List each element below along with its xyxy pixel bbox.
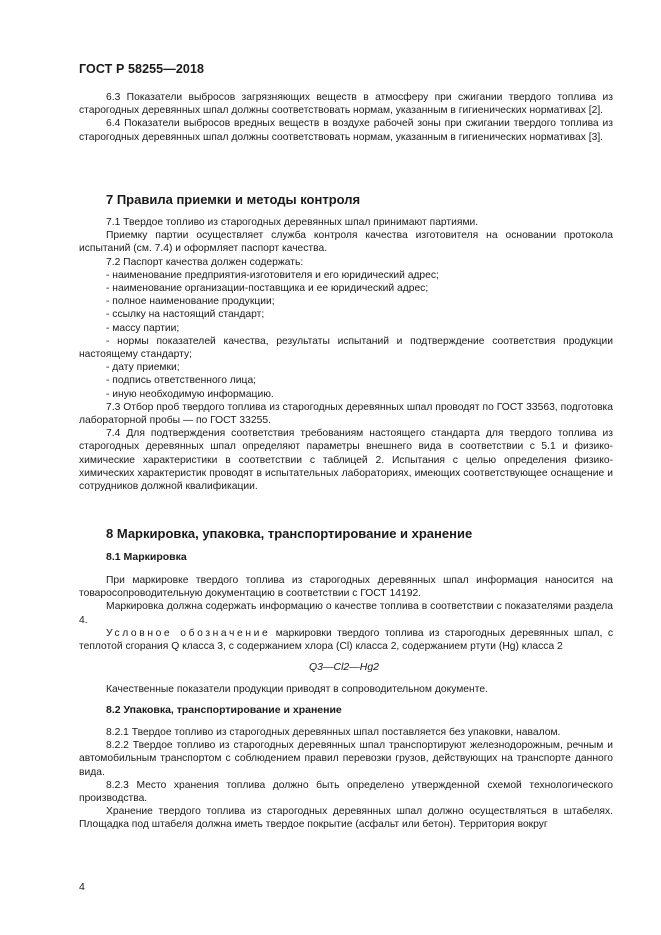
paragraph-8-1-c	[79, 627, 613, 653]
spaced-term: Условное обозначение	[106, 627, 271, 639]
paragraph-8-2-3: 8.2.3 Место хранения топлива должно быть определено утвержденной схемой технологического производства.	[79, 779, 613, 805]
block-6-3-6-4	[79, 91, 613, 144]
list-item: - полное наименование продукции;	[106, 296, 275, 308]
paragraph-7-2: 7.2 Паспорт качества должен содержать:	[106, 256, 304, 268]
document-code-header: ГОСТ Р 58255—2018	[79, 62, 205, 76]
section-7-heading: 7 Правила приемки и методы контроля	[106, 192, 361, 207]
list-item: - наименование организации-поставщика и ее юридический адрес;	[106, 283, 429, 295]
quality-note	[79, 683, 613, 696]
subsection-8-1-heading: 8.1 Маркировка	[106, 551, 187, 563]
list-item: - нормы показателей качества, результаты испытаний и подтверждение соответствия продукции настоящему стандарту;	[79, 335, 613, 361]
paragraph-8-2-2: 8.2.2 Твердое топливо из старогодных деревянных шпал транспортируют железнодорожным, речным и автомобильным транспортом с соблюдением правил перевозки грузов, действующих на транспорте данного вида.	[79, 740, 613, 778]
paragraph-6-4: 6.4 Показатели выбросов вредных веществ в воздухе рабочей зоны при сжигании твердого топлива из старогодных деревянных шпал должны соответствовать нормам, указанным в гигиенических нормативах [3].	[79, 118, 613, 143]
paragraph-8-1-d: Качественные показатели продукции приводят в сопроводительном документе.	[106, 684, 488, 695]
paragraph-6-3: 6.3 Показатели выбросов загрязняющих веществ в атмосферу при сжигании твердого топлива из старогодных деревянных шпал должны соответствовать нормам, указанным в гигиенических нормативах [2].	[79, 92, 613, 117]
list-item: - подпись ответственного лица;	[106, 375, 257, 387]
paragraph-8-2-3-b: Хранение твердого топлива из старогодных деревянных шпал должно осуществляться в штабелях. Площадка под штабеля должна иметь твердое покрытие (асфальт или бетон). Территория вокруг	[79, 806, 613, 831]
paragraph-8-1-b: Маркировка должна содержать информацию о качестве топлива в соответствии с показателями раздела 4.	[79, 601, 613, 626]
subsection-8-1-body	[79, 574, 613, 653]
paragraph-8-1-a: При маркировке твердого топлива из старогодных деревянных шпал информация наносится на товаросопроводительную документацию в соответствии с ГОСТ 14192.	[79, 575, 613, 600]
list-item: - дату приемки;	[106, 362, 180, 374]
list-item: - ссылку на настоящий стандарт;	[106, 309, 265, 321]
paragraph-8-2-1: 8.2.1 Твердое топливо из старогодных деревянных шпал поставляется без упаковки, навалом.	[106, 727, 561, 738]
list-item: - массу партии;	[106, 322, 180, 334]
list-item: - иную необходимую информацию.	[106, 388, 274, 400]
section-8-heading: 8 Маркировка, упаковка, транспортирование и хранение	[106, 526, 473, 541]
paragraph-7-1: 7.1 Твердое топливо из старогодных деревянных шпал принимают партиями.	[106, 217, 479, 228]
section-7-body	[79, 216, 613, 493]
paragraph-8-1-c-text: маркировки твердого топлива из старогодных деревянных шпал, с теплотой сгорания Q класса 3, с содержанием хлора (Cl) класса 2, содержанием ртути (Hg) класса 2	[79, 627, 613, 653]
paragraph-7-1-b: Приемку партии осуществляет служба контроля качества изготовителя на основании протокола испытаний (см. 7.4) и оформляет паспорт качества.	[79, 230, 613, 255]
subsection-8-2-heading: 8.2 Упаковка, транспортирование и хранение	[106, 704, 342, 716]
paragraph-7-3: 7.3 Отбор проб твердого топлива из старогодных деревянных шпал проводят по ГОСТ 33563, подготовка лабораторной пробы — по ГОСТ 33255.	[79, 401, 613, 427]
page-number: 4	[79, 881, 85, 893]
subsection-8-2-body	[79, 726, 613, 832]
paragraph-7-4: 7.4 Для подтверждения соответствия требованиям настоящего стандарта для твердого топлива из старогодных деревянных шпал определяют параметры внешнего вида в соответствии с 5.1 и физико-химические характеристики в соответствии с таблицей 2. Испытания с целью определения физико-химических характеристик проводят в испытательных лабораториях, имеющих соответствующее оснащение и сотрудников должной квалификации.	[79, 428, 613, 493]
marking-formula: Q3—Cl2—Hg2	[309, 661, 380, 673]
list-item: - наименование предприятия-изготовителя и его юридический адрес;	[106, 269, 439, 281]
